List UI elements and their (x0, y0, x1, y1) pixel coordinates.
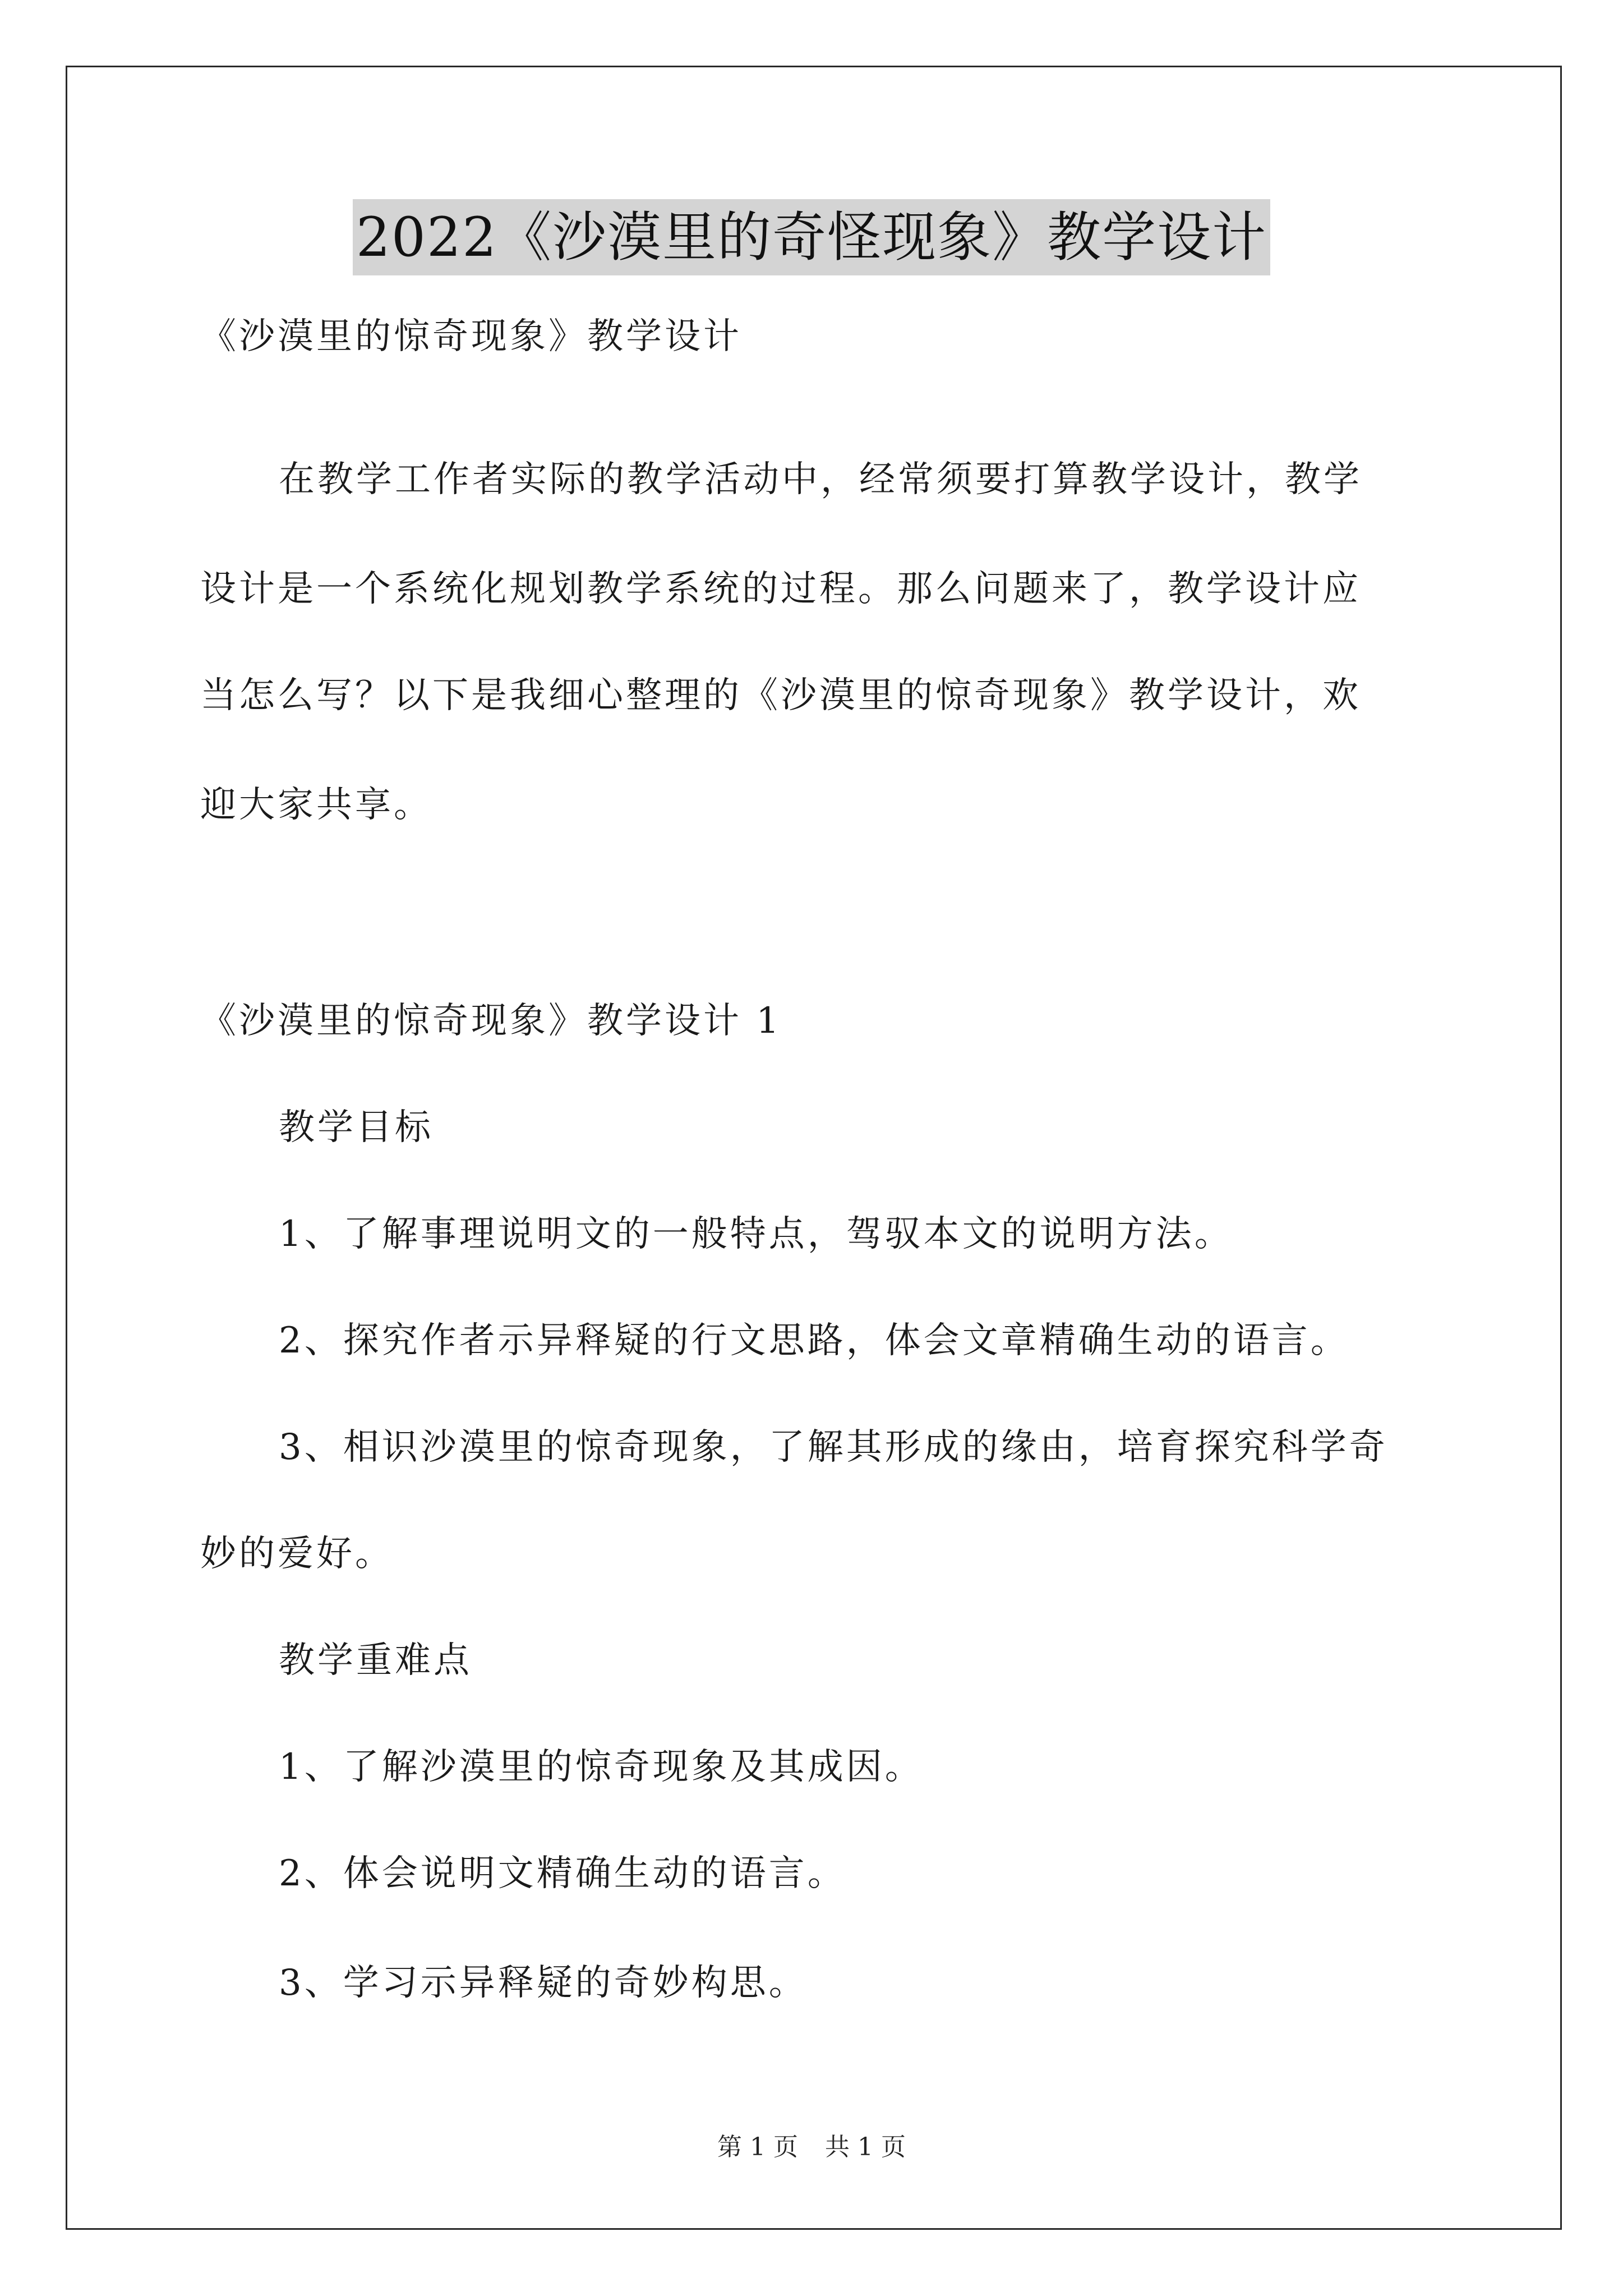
subtitle: 《沙漠里的惊奇现象》教学设计 (200, 316, 742, 357)
objective-item-3: 3、相识沙漠里的惊奇现象，了解其形成的缘由，培育探究科学奇 (279, 1427, 1388, 1468)
difficulty-item-3: 3、学习示异释疑的奇妙构思。 (279, 1962, 808, 2004)
page-number: 第 1 页 (717, 2133, 798, 2161)
intro-line-1: 在教学工作者实际的教学活动中，经常须要打算教学设计，教学 (279, 459, 1362, 500)
objectives-heading: 教学目标 (279, 1107, 434, 1148)
title-container (0, 199, 1623, 275)
intro-line-4: 迎大家共享。 (200, 784, 432, 826)
objective-item-1: 1、了解事理说明文的一般特点，驾驭本文的说明方法。 (279, 1213, 1233, 1255)
document-title: 2022《沙漠里的奇怪现象》教学设计 (353, 199, 1270, 275)
difficulty-item-2: 2、体会说明文精确生动的语言。 (279, 1853, 846, 1894)
difficulty-item-1: 1、了解沙漠里的惊奇现象及其成因。 (279, 1746, 924, 1788)
page-footer (0, 2132, 1623, 2163)
section-heading: 《沙漠里的惊奇现象》教学设计 1 (200, 1000, 782, 1042)
objective-item-3-continued: 妙的爱好。 (200, 1533, 394, 1575)
difficulties-heading: 教学重难点 (279, 1640, 472, 1681)
intro-line-3: 当怎么写？以下是我细心整理的《沙漠里的惊奇现象》教学设计，欢 (200, 675, 1361, 716)
objective-item-2: 2、探究作者示异释疑的行文思路，体会文章精确生动的语言。 (279, 1320, 1349, 1361)
page-total: 共 1 页 (825, 2133, 906, 2161)
intro-line-2: 设计是一个系统化规划教学系统的过程。那么问题来了，教学设计应 (200, 568, 1361, 610)
